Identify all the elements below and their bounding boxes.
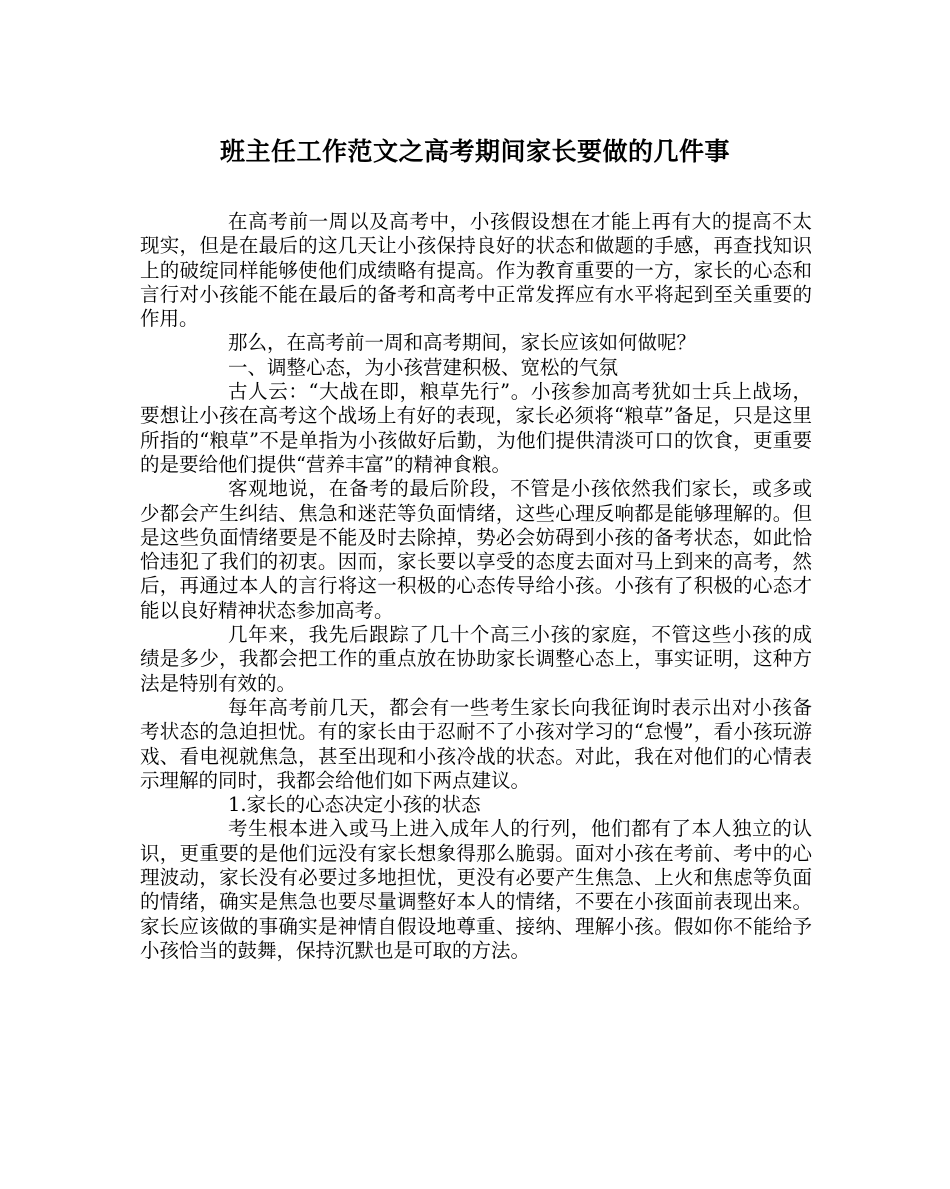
paragraph: 每年高考前几天，都会有一些考生家长向我征询时表示出对小孩备考状态的急迫担忧。有的家长由于忍耐不了小孩对学习的“怠慢”，看小孩玩游戏、看电视就焦急，甚至出现和小孩冷战的状态。对此，我在对他们的心情表示理解的同时，我都会给他们如下两点建议。 — [140, 695, 812, 792]
paragraph: 那么，在高考前一周和高考期间，家长应该如何做呢？ — [228, 331, 697, 355]
subsection-heading: 1.家长的心态决定小孩的状态 — [228, 793, 481, 817]
paragraph: 考生根本进入或马上进入成年人的行列，他们都有了本人独立的认识，更重要的是他们远没有家长想象得那么脆弱。面对小孩在考前、考中的心理波动，家长没有必要过多地担忧，更没有必要产生焦急、上火和焦虑等负面的情绪，确实是焦急也要尽量调整好本人的情绪，不要在小孩面前表现出来。家长应该做的事确实是神情自假设地尊重、接纳、理解小孩。假如你不能给予小孩恰当的鼓舞，保持沉默也是可取的方法。 — [140, 817, 812, 962]
paragraph: 客观地说，在备考的最后阶段，不管是小孩依然我们家长，或多或少都会产生纠结、焦急和迷茫等负面情绪，这些心理反响都是能够理解的。但是这些负面情绪要是不能及时去除掉，势必会妨碍到小孩的备考状态，如此恰恰违犯了我们的初衷。因而，家长要以享受的态度去面对马上到来的高考，然后，再通过本人的言行将这一积极的心态传导给小孩。小孩有了积极的心态才能以良好精神状态参加高考。 — [140, 477, 812, 622]
section-heading: 一、调整心态，为小孩营建积极、宽松的气氛 — [228, 355, 619, 379]
paragraph: 古人云：“大战在即，粮草先行”。小孩参加高考犹如士兵上战场，要想让小孩在高考这个战场上有好的表现，家长必须将“粮草”备足，只是这里所指的“粮草”不是单指为小孩做好后勤，为他们提供清淡可口的饮食，更重要的是要给他们提供“营养丰富”的精神食粮。 — [140, 380, 812, 476]
paragraph: 几年来，我先后跟踪了几十个高三小孩的家庭，不管这些小孩的成绩是多少，我都会把工作的重点放在协助家长调整心态上，事实证明，这种方法是特别有效的。 — [140, 623, 812, 695]
document-title: 班主任工作范文之高考期间家长要做的几件事 — [219, 137, 730, 166]
document-body — [140, 210, 812, 963]
paragraph: 在高考前一周以及高考中，小孩假设想在才能上再有大的提高不太现实，但是在最后的这几天让小孩保持良好的状态和做题的手感，再查找知识上的破绽同样能够使他们成绩略有提高。作为教育重要的一方，家长的心态和言行对小孩能不能在最后的备考和高考中正常发挥应有水平将起到至关重要的作用。 — [140, 210, 812, 331]
